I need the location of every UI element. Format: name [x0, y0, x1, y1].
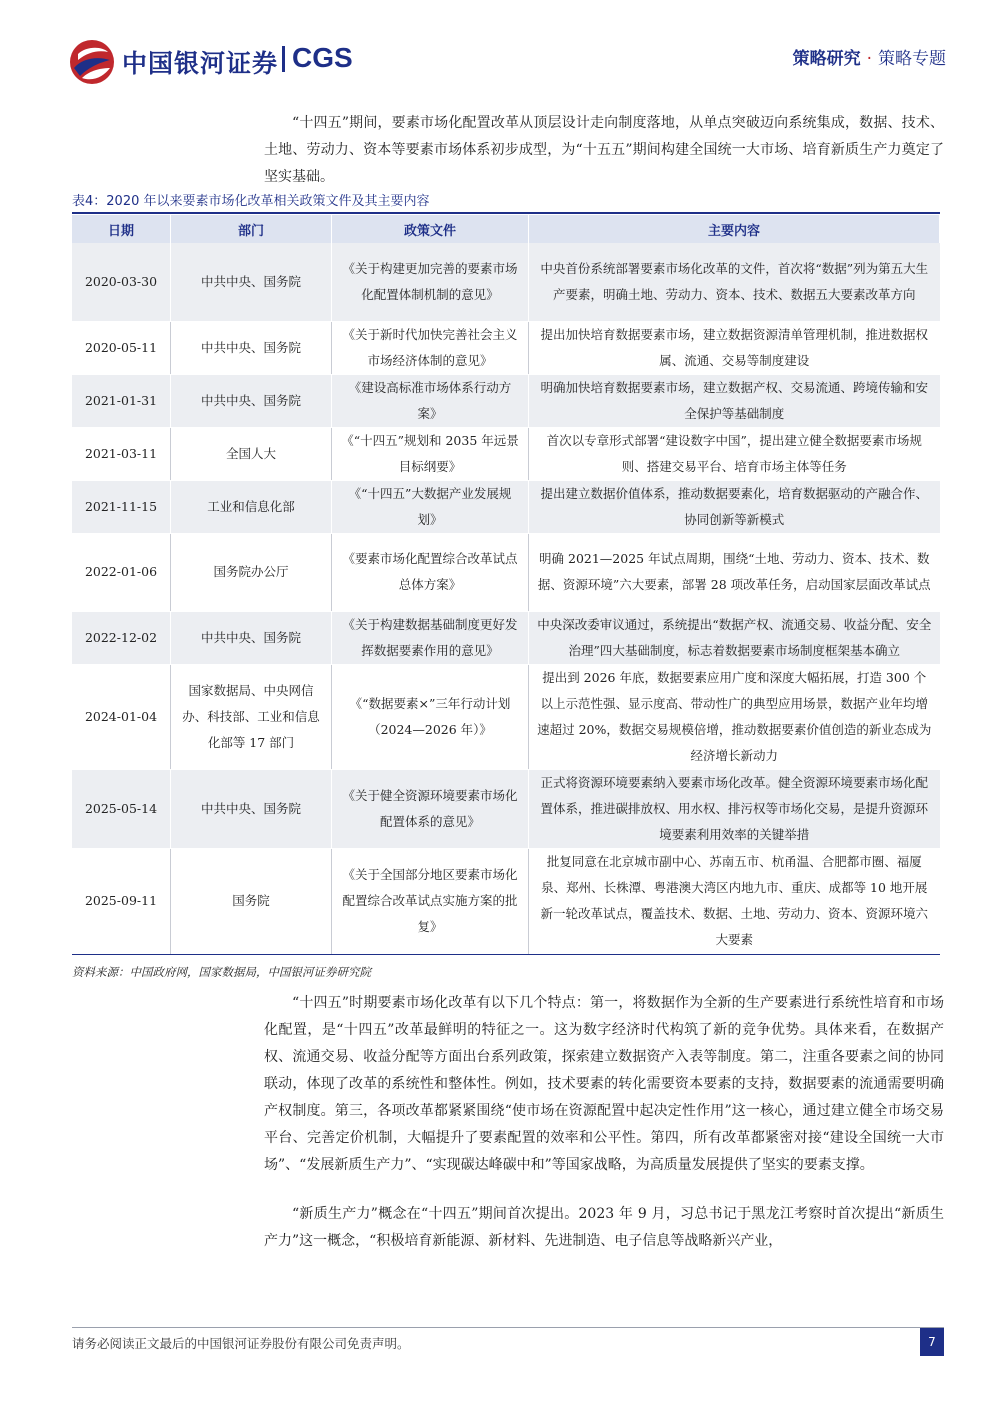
table-row	[72, 243, 940, 321]
cell-dept: 中共中央、国务院	[171, 243, 332, 321]
cell-content: 提出加快培育数据要素市场，建立数据资源清单管理机制，推进数据权属、流通、交易等制度建设	[529, 321, 940, 374]
cell-content: 首次以专章形式部署“建设数字中国”，提出建立健全数据要素市场规则、搭建交易平台、培育市场主体等任务	[529, 427, 940, 480]
body-paragraph-features: “十四五”时期要素市场化改革有以下几个特点：第一，将数据作为全新的生产要素进行系统性培育和市场化配置，是“十四五”改革最鲜明的特征之一。这为数字经济时代构筑了新的竞争优势。具体来看，在数据产权、流通交易、收益分配等方面出台系列政策，探索建立数据资产入表等制度。第二，注重各要素之间的协同联动，体现了改革的系统性和整体性。例如，技术要素的转化需要资本要素的支持，数据要素的流通需要明确产权制度。第三，各项改革都紧紧围绕“使市场在资源配置中起决定性作用”这一核心，通过建立健全市场交易平台、完善定价机制，大幅提升了要素配置的效率和公平性。第四，所有改革都紧密对接“建设全国统一大市场”、“发展新质生产力”、“实现碳达峰碳中和”等国家战略，为高质量发展提供了坚实的要素支撑。	[264, 995, 944, 1173]
header-content: 主要内容	[529, 215, 940, 243]
cell-date: 2020-03-30	[72, 243, 171, 321]
cell-date: 2022-01-06	[72, 533, 171, 611]
cell-content: 明确 2021—2025 年试点周期，围绕“土地、劳动力、资本、技术、数据、资源环境”六大要素，部署 28 项改革任务，启动国家层面改革试点	[529, 533, 940, 611]
cell-doc: 《“数据要素×”三年行动计划（2024—2026 年）》	[332, 664, 529, 769]
cell-doc: 《关于健全资源环境要素市场化配置体系的意见》	[332, 769, 529, 848]
cell-dept: 中共中央、国务院	[171, 611, 332, 664]
footer-disclaimer: 请务必阅读正文最后的中国银河证券股份有限公司免责声明。	[72, 1336, 410, 1351]
cell-doc: 《关于构建数据基础制度更好发挥数据要素作用的意见》	[332, 611, 529, 664]
table-row	[72, 427, 940, 480]
policy-table	[72, 215, 940, 955]
intro-paragraph: “十四五”期间，要素市场化配置改革从顶层设计走向制度落地，从单点突破迈向系统集成，数据、技术、土地、劳动力、资本等要素市场体系初步成型，为“十五五”期间构建全国统一大市场、培育新质生产力奠定了坚实基础。	[264, 115, 944, 185]
table-header-row	[72, 215, 940, 243]
cell-date: 2021-03-11	[72, 427, 171, 480]
cell-dept: 中共中央、国务院	[171, 374, 332, 427]
cell-doc: 《建设高标准市场体系行动方案》	[332, 374, 529, 427]
cell-dept: 中共中央、国务院	[171, 769, 332, 848]
cell-doc: 《要素市场化配置综合改革试点总体方案》	[332, 533, 529, 611]
table-row	[72, 374, 940, 427]
cell-content: 正式将资源环境要素纳入要素市场化改革。健全资源环境要素市场化配置体系，推进碳排放权、用水权、排污权等市场化交易，是提升资源环境要素利用效率的关键举措	[529, 769, 940, 848]
cell-content: 提出建立数据价值体系，推动数据要素化，培育数据驱动的产融合作、协同创新等新模式	[529, 480, 940, 533]
body-paragraph-new-productivity: “新质生产力”概念在“十四五”期间首次提出。2023 年 9 月，习总书记于黑龙江考察时首次提出“新质生产力”这一概念，“积极培育新能源、新材料、先进制造、电子信息等战略新兴产业，	[264, 1206, 944, 1249]
header-date: 日期	[72, 215, 171, 243]
header-dept: 部门	[171, 215, 332, 243]
cell-content: 中央深改委审议通过，系统提出“数据产权、流通交易、收益分配、安全治理”四大基础制度，标志着数据要素市场制度框架基本确立	[529, 611, 940, 664]
footer-rule	[72, 1327, 944, 1328]
brand-separator	[282, 46, 285, 72]
table-top-rule	[72, 212, 940, 214]
cell-doc: 《“十四五”规划和 2035 年远景目标纲要》	[332, 427, 529, 480]
cell-dept: 中共中央、国务院	[171, 321, 332, 374]
brand-name-cn: 中国银河证券	[122, 49, 279, 78]
cell-content: 中央首份系统部署要素市场化改革的文件，首次将“数据”列为第五大生产要素，明确土地、劳动力、资本、技术、数据五大要素改革方向	[529, 243, 940, 321]
subsection-label: 策略专题	[878, 49, 946, 69]
cell-doc: 《关于构建更加完善的要素市场化配置体制机制的意见》	[332, 243, 529, 321]
cell-date: 2020-05-11	[72, 321, 171, 374]
table-row	[72, 769, 940, 848]
cell-dept: 国务院	[171, 848, 332, 954]
brand-name-en: CGS	[292, 42, 353, 73]
cell-date: 2021-01-31	[72, 374, 171, 427]
table-row	[72, 664, 940, 769]
cell-content: 明确加快培育数据要素市场，建立数据产权、交易流通、跨境传输和安全保护等基础制度	[529, 374, 940, 427]
cell-doc: 《关于新时代加快完善社会主义市场经济体制的意见》	[332, 321, 529, 374]
cell-dept: 国家数据局、中央网信办、科技部、工业和信息化部等 17 部门	[171, 664, 332, 769]
cell-dept: 工业和信息化部	[171, 480, 332, 533]
table-row	[72, 848, 940, 954]
report-category	[793, 44, 946, 69]
cell-date: 2025-05-14	[72, 769, 171, 848]
cell-doc: 《“十四五”大数据产业发展规划》	[332, 480, 529, 533]
table-row	[72, 533, 940, 611]
cell-content: 提出到 2026 年底，数据要素应用广度和深度大幅拓展，打造 300 个以上示范性强、显示度高、带动性广的典型应用场景，数据产业年均增速超过 20%，数据交易规模倍增，推动数据要素价值创造的新业态成为经济增长新动力	[529, 664, 940, 769]
table-source-note: 资料来源：中国政府网，国家数据局，中国银河证券研究院	[72, 965, 371, 979]
table-row	[72, 480, 940, 533]
cell-date: 2022-12-02	[72, 611, 171, 664]
section-dot: ·	[866, 49, 872, 69]
header-doc: 政策文件	[332, 215, 529, 243]
cell-content: 批复同意在北京城市副中心、苏南五市、杭甬温、合肥都市圈、福厦泉、郑州、长株潭、粤港澳大湾区内地九市、重庆、成都等 10 地开展新一轮改革试点，覆盖技术、数据、土地、劳动力、资本、资源环境六大要素	[529, 848, 940, 954]
table-row	[72, 611, 940, 664]
cell-dept: 全国人大	[171, 427, 332, 480]
section-label: 策略研究	[792, 49, 861, 69]
cell-date: 2021-11-15	[72, 480, 171, 533]
page-number: 7	[920, 1328, 944, 1356]
cgs-logo-icon	[68, 38, 116, 86]
cell-doc: 《关于全国部分地区要素市场化配置综合改革试点实施方案的批复》	[332, 848, 529, 954]
table-title: 表4：2020 年以来要素市场化改革相关政策文件及其主要内容	[72, 194, 430, 209]
page-header	[0, 0, 992, 90]
table-row	[72, 321, 940, 374]
cell-date: 2025-09-11	[72, 848, 171, 954]
cell-dept: 国务院办公厅	[171, 533, 332, 611]
cell-date: 2024-01-04	[72, 664, 171, 769]
